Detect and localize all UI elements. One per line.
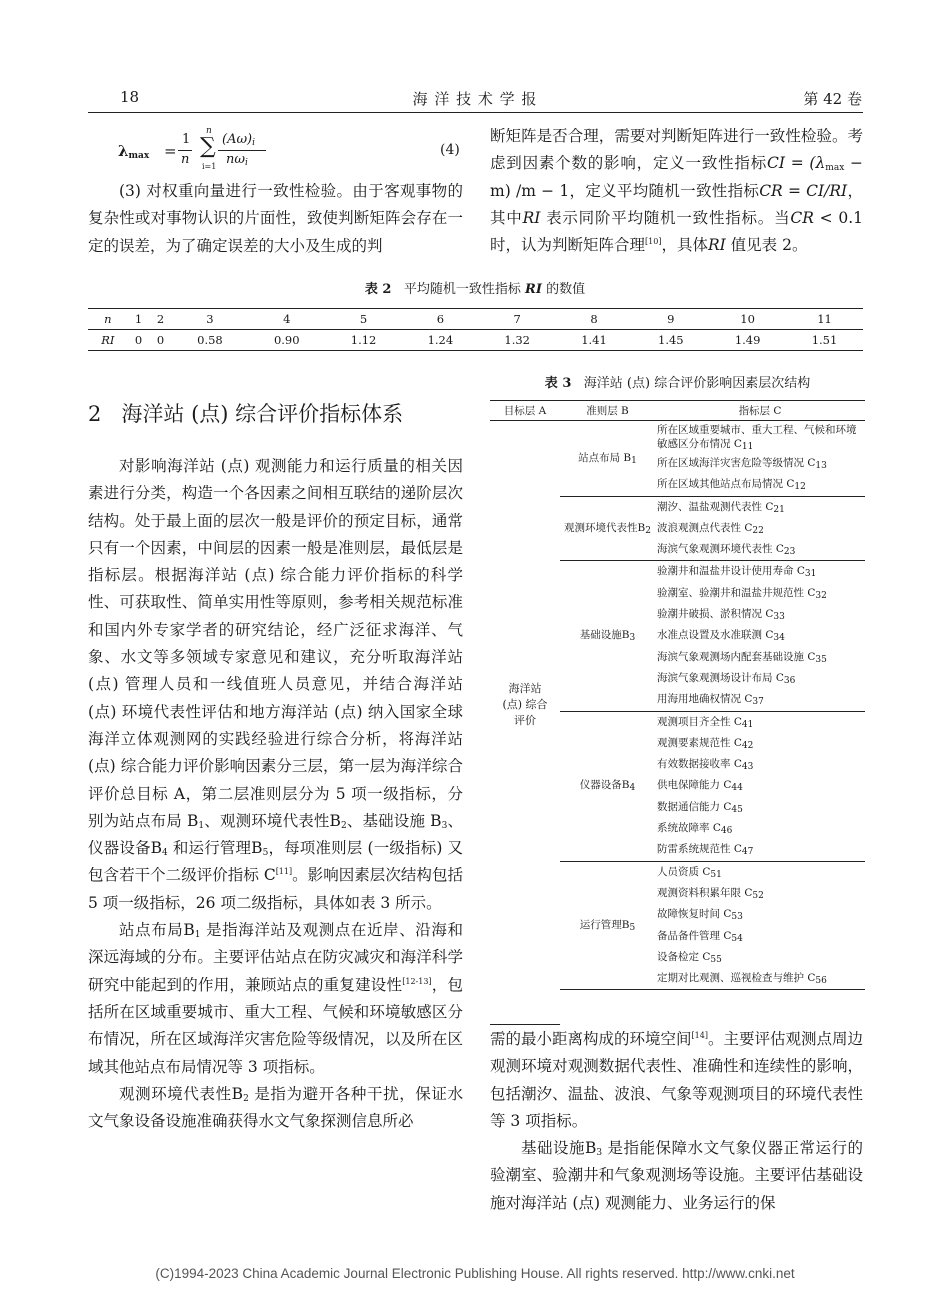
- table2-cell: 3: [172, 309, 249, 330]
- table3-c-list-4: 观测项目齐全性 $C_{41}$ 观测要素规范性 $C_{42}$ 有效数据接收率 $C_{43}$ 供电保障能力 $C_{44}$ 数据通信能力 $C_{45}$ 系统故障率 $C_{46}$ 防雷系统规范性 $C_{47}$: [655, 711, 865, 861]
- right-para-1: 需的最小距离构成的环境空间[14]。主要评估观测点周边观测环境对观测数据代表性、准确性和连续性的影响，包括潮汐、温盐、波浪、气象等观测项目的环境代表性等 3 项指标。: [490, 1030, 863, 1130]
- page-number: 18: [120, 88, 140, 106]
- table2-label-n: n: [88, 309, 128, 330]
- left-para-1: 对影响海洋站 (点) 观测能力和运行质量的相关因素进行分类，构造一个各因素之间相互联结的递阶层次结构。处于最上面的层次一般是评价的预定目标，通常只有一个因素，中间层的因素一般是准则层，最低层是指标层。根据海洋站 (点) 综合能力评价指标的科学性、可获取性、简单实用性等原则，参考相关规范标准和国内外专家学者的研究结论，经广泛征求海洋、气象、水文等多领域专家意见和建议，充分听取海洋站 (点) 管理人员和一线值班人员意见，并结合海洋站 (点) 环境代表性评估和地方海洋站 (点) 纳入国家全球海洋立体观测网的实践经验进行综合分析，将海洋站 (点) 综合能力评价影响因素分三层，第一层为海洋综合评价总目标 A，第二层准则层分为 5 项一级指标，分别为站点布局 $B_1$、观测环境代表性$B_2$、基础设施 $B_3$、仪器设备$B_4$ 和运行管理$B_5$，每项准则层 (一级指标) 又包含若干个二级评价指标 C[11]。影响因素层次结构包括 5 项一级指标，26 项二级指标，具体如表 3 所示。: [88, 457, 463, 912]
- table2-cell: 7: [479, 309, 556, 330]
- table2-caption: 表 2 平均随机一致性指标 RI 的数值: [364, 282, 586, 297]
- section-title: 海洋站 (点) 综合评价指标体系: [121, 402, 404, 426]
- sigma-symbol: ∑: [200, 134, 216, 159]
- table3-head-b: 准则层 B: [560, 401, 655, 421]
- formula-frac-num: 1: [182, 132, 191, 147]
- formula-frac2-den: $n\omega_i$: [226, 152, 248, 168]
- table3-c-list-3: 验潮井和温盐井设计使用寿命 $C_{31}$ 验潮室、验潮井和温盐井规范性 $C_{32}$ 验潮井破损、淤积情况 $C_{33}$ 水准点设置及水准联测 $C_{34}$ 海滨气象观测场内配套基础设施 $C_{35}$ 海滨气象观测场设计布局 $C_{36}$ 用海用地确权情况 $C_{37}$: [655, 561, 865, 711]
- table3-header: [490, 401, 865, 421]
- table2-cell: 6: [402, 309, 479, 330]
- volume-label: 第 42 卷: [803, 90, 862, 108]
- formula-frac-den: n: [181, 152, 190, 167]
- table2-cell: 4: [248, 309, 325, 330]
- table3-b4: 仪器设备$B_4$: [560, 711, 655, 861]
- table3-c-list-1: 所在区域重要城市、重大工程、气候和环境敏感区分布情况 $C_{11}$ 所在区域海洋灾害危险等级情况 $C_{13}$ 所在区域其他站点布局情况 $C_{12}$: [655, 421, 865, 497]
- table2-row-ri: [88, 330, 863, 351]
- table2-cell: 1.51: [786, 330, 863, 351]
- table3-bottom-rule: [490, 1024, 560, 1025]
- table3-head-a: 目标层 A: [490, 401, 560, 421]
- table2-cell: 0: [150, 330, 172, 351]
- formula-frac2-num: $(A\omega)_i$: [222, 132, 256, 148]
- table2-cell: 1.32: [479, 330, 556, 351]
- table2-cell: 5: [325, 309, 402, 330]
- right-bottom-body: [490, 1026, 863, 1217]
- table3: [490, 400, 865, 990]
- formula-lambda: $\lambda_{max}$: [118, 142, 150, 161]
- table2-cell: 10: [709, 309, 786, 330]
- table2-cell: 1.45: [632, 330, 709, 351]
- section-number: 2: [88, 402, 102, 426]
- header-rule: [88, 112, 863, 113]
- table2-cell: 0.90: [248, 330, 325, 351]
- left-top-paragraph: (3) 对权重向量进行一致性检验。由于客观事物的复杂性或对事物认识的片面性，致使判断矩阵会存在一定的误差，为了确定误差的大小及生成的判: [88, 182, 463, 255]
- table2-cell: 1.41: [556, 330, 633, 351]
- left-para-2: 站点布局$B_1$ 是指海洋站及观测点在近岸、沿海和深远海域的分布。主要评估站点在防灾减灾和海洋科学研究中能起到的作用，兼顾站点的重复建设性[12-13]，包括所在区域重要城市、重大工程、气候和环境敏感区分布情况，所在区域海洋灾害危险等级情况，以及所在区域其他站点布局情况等 3 项指标。: [88, 921, 463, 1076]
- table2-row-n: [88, 309, 863, 330]
- formula-frac-line: [178, 150, 192, 151]
- table2-cell: 11: [786, 309, 863, 330]
- section-heading: [88, 398, 403, 428]
- right-top-paragraph: 断矩阵是否合理，需要对判断矩阵进行一致性检验。考虑到因素个数的影响，定义一致性指标CI = $(\lambda_{max} - m) /m - 1$，定义平均随机一致性指标CR = CI/RI，其中RI 表示同阶平均随机一致性指标。当CR < 0.1 时，认为判断矩阵合理[10]，具体RI 值见表 2。: [490, 127, 863, 255]
- table3-b1: 站点布局 $B_1$: [560, 421, 655, 497]
- table2-cell: 9: [632, 309, 709, 330]
- table2-cell: 1.24: [402, 330, 479, 351]
- table2-label-ri: RI: [88, 330, 128, 351]
- table3-b2: 观测环境代表性$B_2$: [560, 496, 655, 561]
- table2-cell: 2: [150, 309, 172, 330]
- table2-cell: 8: [556, 309, 633, 330]
- table2-cell: 0.58: [172, 330, 249, 351]
- table2-cell: 0: [128, 330, 150, 351]
- formula-sum-lower: i=1: [202, 162, 217, 171]
- formula-sum-upper: n: [206, 126, 212, 136]
- table3-group-1: [490, 421, 865, 497]
- table3-b3: 基础设施$B_3$: [560, 561, 655, 711]
- formula-equals: =: [164, 142, 177, 160]
- formula-4: [118, 126, 463, 172]
- table2-cell: 1.12: [325, 330, 402, 351]
- formula-frac2-line: [218, 150, 266, 151]
- journal-title: 海 洋 技 术 学 报: [412, 90, 538, 108]
- table2: [88, 308, 863, 351]
- equation-number: (4): [440, 142, 460, 158]
- left-column-body: [88, 453, 463, 1135]
- copyright-footer: (C)1994-2023 China Academic Journal Electronic Publishing House. All rights reserved. http://www.cnki.net: [155, 1266, 795, 1281]
- table3-caption: 表 3 海洋站 (点) 综合评价影响因素层次结构: [544, 376, 811, 391]
- table3-target: 海洋站 (点) 综合评价: [502, 682, 548, 728]
- table3-head-c: 指标层 C: [655, 401, 865, 421]
- table2-cell: 1.49: [709, 330, 786, 351]
- table3-c-list-5: 人员资质 $C_{51}$ 观测资料积累年限 $C_{52}$ 故障恢复时间 $C_{53}$ 备品备件管理 $C_{54}$ 设备检定 $C_{55}$ 定期对比观测、巡视检查与维护 $C_{56}$: [655, 861, 865, 990]
- table2-cell: 1: [128, 309, 150, 330]
- table3-b5: 运行管理$B_5$: [560, 861, 655, 990]
- table3-c-list-2: 潮汐、温盐观测代表性 $C_{21}$ 波浪观测点代表性 $C_{22}$ 海滨气象观测环境代表性 $C_{23}$: [655, 496, 865, 561]
- left-para-3: 观测环境代表性$B_2$ 是指为避开各种干扰，保证水文气象设备设施准确获得水文气象探测信息所必: [88, 1084, 463, 1131]
- right-para-2: 基础设施$B_3$ 是指能保障水文气象仪器正常运行的验潮室、验潮井和气象观测场等设施。主要评估基础设施对海洋站 (点) 观测能力、业务运行的保: [490, 1139, 863, 1212]
